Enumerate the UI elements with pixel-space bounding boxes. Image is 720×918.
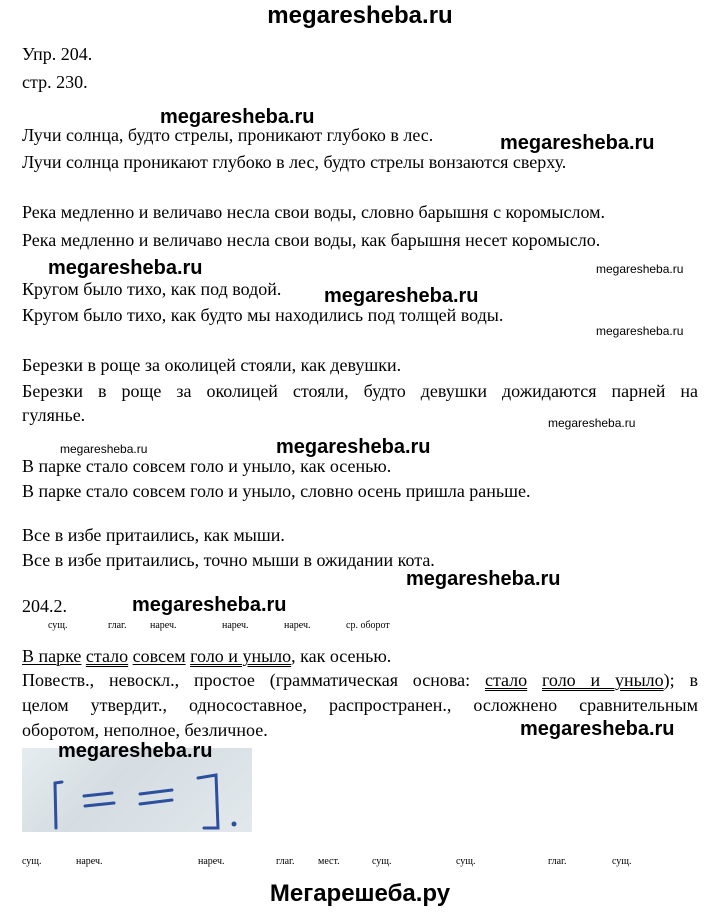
section-number: 204.2.: [22, 596, 67, 616]
exercise-number: Упр. 204.: [22, 44, 93, 64]
text-line: В парке стало совсем голо и уныло, как осенью.: [22, 456, 392, 476]
pos-tag: нареч.: [150, 620, 177, 631]
text-line: Березки в роще за околицей стояли, будто девушки дожидаются парней на: [22, 381, 698, 401]
pos-tag: глаг.: [276, 856, 295, 867]
pos-tag: нареч.: [198, 856, 225, 867]
watermark: megaresheba.ru: [406, 568, 561, 590]
site-header: megaresheba.ru: [267, 2, 453, 29]
text-line: В парке стало совсем голо и уныло, словно осень пришла раньше.: [22, 481, 531, 501]
text-line: Лучи солнца проникают глубоко в лес, будто стрелы вонзаются сверху.: [22, 152, 567, 172]
watermark: megaresheba.ru: [58, 740, 213, 762]
text-line: Река медленно и величаво несла свои воды, словно барышня с коромыслом.: [22, 202, 606, 222]
watermark: megaresheba.ru: [160, 106, 315, 128]
text-line: Кругом было тихо, как будто мы находились под толщей воды.: [22, 305, 504, 325]
parsed-adverb-word: совсем: [132, 646, 186, 666]
watermark: megaresheba.ru: [276, 436, 431, 458]
pos-tag: сущ.: [612, 856, 632, 867]
parsed-subject-word: В парке: [22, 646, 82, 666]
analysis-line: целом утвердит., односоставное, распространен., осложнено сравнительным: [22, 695, 698, 715]
watermark: megaresheba.ru: [324, 285, 479, 307]
pos-tag: сущ.: [372, 856, 392, 867]
watermark: megaresheba.ru: [548, 416, 636, 430]
watermark: megaresheba.ru: [132, 594, 287, 616]
analysis-line: оборотом, неполное, безличное.: [22, 720, 268, 740]
analysis-text: ); в: [663, 670, 698, 690]
text-line: гулянье.: [22, 405, 86, 425]
parsed-predicate-word: голо и уныло: [190, 646, 292, 666]
pos-tag: глаг.: [108, 620, 127, 631]
pos-tag: сущ.: [456, 856, 476, 867]
pos-tag: нареч.: [76, 856, 103, 867]
watermark: megaresheba.ru: [500, 132, 655, 154]
watermark: megaresheba.ru: [596, 262, 684, 276]
text-line: Все в избе притаились, точно мыши в ожидании кота.: [22, 550, 435, 570]
text-line: Кругом было тихо, как под водой.: [22, 279, 282, 299]
page-number: стр. 230.: [22, 72, 88, 92]
text-line: Река медленно и величаво несла свои воды, как барышня несет коромысло.: [22, 230, 601, 250]
pos-tag: глаг.: [548, 856, 567, 867]
pos-tag: сущ.: [22, 856, 42, 867]
watermark: megaresheba.ru: [520, 718, 675, 740]
text-line: Березки в роще за околицей стояли, как девушки.: [22, 355, 402, 375]
watermark: megaresheba.ru: [60, 442, 148, 456]
pos-tag: ср. оборот: [346, 620, 390, 631]
pos-tag: нареч.: [284, 620, 311, 631]
watermark: megaresheba.ru: [596, 324, 684, 338]
pos-tag: нареч.: [222, 620, 249, 631]
parsed-predicate-word: стало: [85, 646, 129, 666]
text-line: Все в избе притаились, как мыши.: [22, 525, 285, 545]
analysis-line: [22, 670, 698, 691]
parsed-sentence: [22, 646, 391, 667]
site-footer: Мегарешеба.ру: [269, 880, 451, 907]
parsed-rest: , как осенью.: [291, 646, 392, 666]
pos-tag: мест.: [318, 856, 340, 867]
text-line: Лучи солнца, будто стрелы, проникают глубоко в лес.: [22, 125, 434, 145]
analysis-predicate: стало: [484, 670, 528, 690]
watermark: megaresheba.ru: [48, 257, 203, 279]
analysis-text: Повеств., невоскл., простое (грамматическая основа:: [22, 670, 485, 690]
analysis-predicate: голо и уныло: [542, 670, 664, 690]
pos-tag: сущ.: [48, 620, 68, 631]
